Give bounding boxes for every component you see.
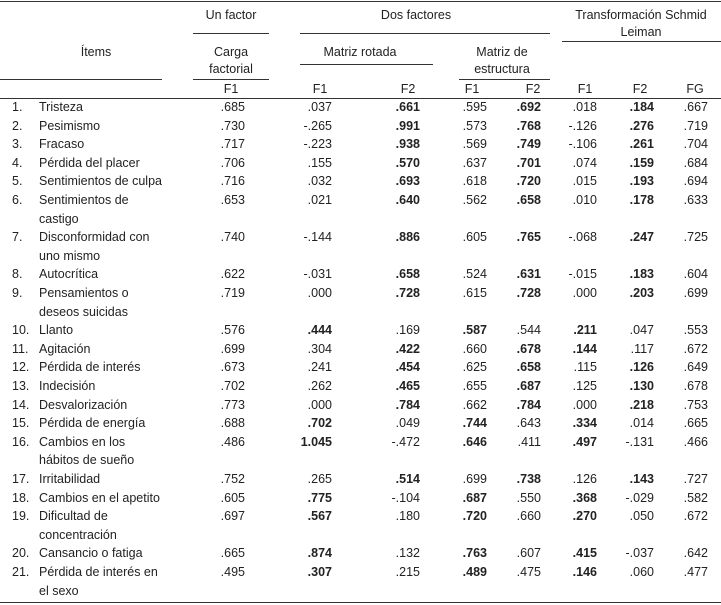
col-header: F1 bbox=[223, 82, 239, 96]
loading-value: .775 bbox=[307, 490, 332, 505]
loading-value: .454 bbox=[395, 360, 420, 375]
loading-value: .215 bbox=[395, 565, 420, 579]
loading-value: .241 bbox=[307, 360, 332, 375]
loading-value: .773 bbox=[220, 397, 245, 412]
item-label: hábitos de sueño bbox=[39, 453, 135, 468]
loading-value: .615 bbox=[462, 286, 487, 300]
loading-value: .625 bbox=[462, 360, 487, 375]
loading-value: .159 bbox=[629, 155, 654, 170]
loading-value: .183 bbox=[629, 267, 654, 282]
col-header: F2 bbox=[525, 82, 541, 96]
header-carga-line2: factorial bbox=[209, 62, 253, 76]
loading-value: .126 bbox=[572, 472, 597, 486]
loading-value: .701 bbox=[516, 155, 541, 170]
item-label: Sentimientos de culpa bbox=[39, 174, 162, 189]
loading-value: .605 bbox=[220, 490, 245, 505]
loading-value: .465 bbox=[395, 379, 420, 393]
loading-value: .567 bbox=[307, 509, 332, 524]
loading-value: .570 bbox=[395, 155, 420, 170]
loading-value: .678 bbox=[516, 341, 541, 356]
loading-value: .573 bbox=[462, 118, 487, 133]
row-number: 20. bbox=[12, 546, 30, 561]
loading-value: .784 bbox=[395, 397, 420, 412]
loading-value: .050 bbox=[629, 509, 654, 524]
loading-value: .768 bbox=[516, 118, 541, 133]
loading-value: .037 bbox=[307, 100, 332, 114]
loading-value: -.029 bbox=[625, 490, 654, 505]
row-number: 19. bbox=[12, 509, 30, 524]
row-number: 15. bbox=[12, 416, 30, 431]
loading-value: .688 bbox=[220, 416, 245, 431]
item-label: Tristeza bbox=[39, 100, 83, 114]
header-carga-line1: Carga bbox=[213, 45, 249, 59]
rule-estructura bbox=[459, 79, 550, 80]
row-number: 17. bbox=[12, 472, 30, 486]
loading-value: .047 bbox=[629, 323, 654, 338]
row-number: 4. bbox=[12, 155, 23, 170]
loading-value: .261 bbox=[629, 137, 654, 152]
loading-value: .169 bbox=[395, 323, 420, 338]
loading-value: .684 bbox=[683, 155, 708, 170]
loading-value: .444 bbox=[307, 323, 332, 338]
row-number: 13. bbox=[12, 379, 30, 393]
row-number: 21. bbox=[12, 565, 30, 579]
loading-value: .276 bbox=[629, 118, 654, 133]
loading-value: .587 bbox=[462, 323, 487, 338]
row-number: 8. bbox=[12, 267, 23, 282]
loading-value: .673 bbox=[220, 360, 245, 375]
loading-value: .699 bbox=[683, 286, 708, 300]
loading-value: .125 bbox=[572, 379, 597, 393]
loading-value: .692 bbox=[516, 100, 541, 114]
row-number: 1. bbox=[12, 100, 23, 114]
rule-items bbox=[0, 79, 162, 80]
item-label: Disconformidad con bbox=[39, 230, 150, 245]
loading-value: .938 bbox=[395, 137, 420, 152]
loading-value: .728 bbox=[395, 286, 420, 300]
loading-value: .146 bbox=[572, 565, 597, 579]
loading-value: .304 bbox=[307, 341, 332, 356]
loading-value: .115 bbox=[573, 360, 597, 375]
loading-value: .130 bbox=[629, 379, 654, 393]
loading-value: .874 bbox=[307, 546, 332, 561]
row-number: 10. bbox=[12, 323, 30, 338]
loading-value: .702 bbox=[307, 416, 332, 431]
col-header: F1 bbox=[577, 82, 593, 96]
loading-value: .991 bbox=[395, 118, 420, 133]
loading-value: -.265 bbox=[303, 118, 332, 133]
loading-value: .000 bbox=[307, 397, 332, 412]
loading-value: .411 bbox=[517, 434, 541, 449]
loading-value: .211 bbox=[573, 323, 597, 338]
loading-value: .740 bbox=[220, 230, 245, 245]
row-number: 3. bbox=[12, 137, 23, 152]
row-number: 14. bbox=[12, 397, 30, 412]
rule-rotada bbox=[300, 64, 433, 65]
loading-value: .015 bbox=[572, 174, 597, 189]
item-label: Pesimismo bbox=[39, 118, 101, 133]
loading-value: .643 bbox=[516, 416, 541, 431]
loading-value: .018 bbox=[572, 100, 597, 114]
loading-value: .727 bbox=[683, 472, 708, 486]
col-header: F1 bbox=[312, 82, 328, 96]
loading-value: -.015 bbox=[568, 267, 597, 282]
loading-value: .738 bbox=[516, 472, 541, 486]
loading-value: .117 bbox=[630, 341, 654, 356]
loading-value: .678 bbox=[683, 379, 708, 393]
loading-value: .640 bbox=[395, 193, 420, 207]
loading-value: .144 bbox=[572, 341, 597, 356]
loading-value: .466 bbox=[683, 434, 708, 449]
loading-value: .719 bbox=[683, 118, 708, 133]
loading-value: .765 bbox=[516, 230, 541, 245]
loading-value: .495 bbox=[220, 565, 245, 579]
row-number: 7. bbox=[12, 230, 23, 245]
loading-value: .497 bbox=[572, 434, 597, 449]
item-label: Cambios en el apetito bbox=[39, 490, 160, 505]
item-label: Pensamientos o bbox=[39, 286, 129, 300]
loading-value: .753 bbox=[683, 397, 708, 412]
item-label: Dificultad de bbox=[39, 509, 108, 524]
loading-value: .687 bbox=[462, 490, 487, 505]
top-rule bbox=[0, 1, 721, 2]
rule-un-factor bbox=[193, 33, 269, 34]
item-label: Cambios en los bbox=[39, 434, 126, 449]
loading-value: -.037 bbox=[625, 546, 654, 561]
row-number: 12. bbox=[12, 360, 30, 375]
loading-value: .074 bbox=[572, 155, 597, 170]
loading-value: .060 bbox=[629, 565, 654, 579]
loading-value: .763 bbox=[462, 546, 487, 561]
loading-value: .155 bbox=[307, 155, 332, 170]
loading-value: .658 bbox=[516, 193, 541, 207]
loading-value: .553 bbox=[683, 323, 708, 338]
loading-value: .595 bbox=[462, 100, 487, 114]
row-number: 16. bbox=[12, 434, 30, 449]
loading-value: .000 bbox=[307, 286, 332, 300]
loading-value: .655 bbox=[462, 379, 487, 393]
loading-value: .368 bbox=[572, 490, 597, 505]
rule-transformacion bbox=[562, 41, 721, 42]
loading-value: .658 bbox=[516, 360, 541, 375]
loading-value: .649 bbox=[683, 360, 708, 375]
col-header: F2 bbox=[400, 82, 416, 96]
loading-value: .203 bbox=[629, 286, 654, 300]
loading-value: .702 bbox=[220, 379, 245, 393]
loading-value: .032 bbox=[307, 174, 332, 189]
loading-value: .672 bbox=[683, 509, 708, 524]
loading-value: .193 bbox=[629, 174, 654, 189]
item-label: Pérdida de energía bbox=[39, 416, 146, 431]
loading-value: .270 bbox=[572, 509, 597, 524]
row-number: 6. bbox=[12, 193, 23, 207]
loading-value: .422 bbox=[395, 341, 420, 356]
loading-value: .604 bbox=[683, 267, 708, 282]
loading-value: .178 bbox=[629, 193, 654, 207]
loading-value: .687 bbox=[516, 379, 541, 393]
loading-value: .662 bbox=[462, 397, 487, 412]
loading-value: .716 bbox=[220, 174, 245, 189]
loading-value: .720 bbox=[462, 509, 487, 524]
loading-value: .334 bbox=[572, 416, 597, 431]
loading-value: .132 bbox=[395, 546, 420, 561]
loading-value: -.126 bbox=[568, 118, 597, 133]
loading-value: .000 bbox=[572, 397, 597, 412]
loading-value: .706 bbox=[220, 155, 245, 170]
loading-value: .010 bbox=[572, 193, 597, 207]
item-label: Pérdida del placer bbox=[39, 155, 140, 170]
loading-value: .607 bbox=[516, 546, 541, 561]
loading-value: .562 bbox=[462, 193, 487, 207]
item-label: Llanto bbox=[39, 323, 74, 338]
loading-value: .489 bbox=[462, 565, 487, 579]
loading-value: .247 bbox=[629, 230, 654, 245]
loading-value: .646 bbox=[462, 434, 487, 449]
loading-value: -.131 bbox=[625, 434, 654, 449]
item-label: castigo bbox=[39, 211, 79, 226]
loading-value: .477 bbox=[683, 565, 708, 579]
loading-value: .728 bbox=[516, 286, 541, 300]
item-label: Pérdida de interés en bbox=[39, 565, 158, 579]
header-matriz-rotada: Matriz rotada bbox=[323, 45, 397, 59]
loading-value: .661 bbox=[395, 100, 420, 114]
loading-value: .693 bbox=[395, 174, 420, 189]
row-number: 11. bbox=[12, 341, 29, 356]
item-label: Agitación bbox=[39, 341, 91, 356]
loading-value: .218 bbox=[629, 397, 654, 412]
item-label: Indecisión bbox=[39, 379, 96, 393]
loading-value: .752 bbox=[220, 472, 245, 486]
loading-value: .524 bbox=[462, 267, 487, 282]
loading-value: .699 bbox=[462, 472, 487, 486]
loading-value: .704 bbox=[683, 137, 708, 152]
loading-value: .415 bbox=[572, 546, 597, 561]
loading-value: .694 bbox=[683, 174, 708, 189]
item-label: Sentimientos de bbox=[39, 193, 129, 207]
loading-value: .180 bbox=[395, 509, 420, 524]
row-number: 9. bbox=[12, 286, 23, 300]
loading-value: .143 bbox=[629, 472, 654, 486]
item-label: Autocrítica bbox=[39, 267, 99, 282]
header-transformacion-line2: Leiman bbox=[620, 25, 662, 39]
header-transformacion-line1: Transformación Schmid bbox=[575, 8, 707, 22]
loading-value: -.106 bbox=[568, 137, 597, 152]
loading-value: .730 bbox=[220, 118, 245, 133]
item-label: Fracaso bbox=[39, 137, 85, 152]
loading-value: .605 bbox=[462, 230, 487, 245]
loading-value: .685 bbox=[220, 100, 245, 114]
loading-value: .475 bbox=[516, 565, 541, 579]
loading-value: .014 bbox=[629, 416, 654, 431]
col-header: FG bbox=[686, 82, 704, 96]
col-header: F1 bbox=[464, 82, 480, 96]
header-dos-factores: Dos factores bbox=[380, 8, 452, 22]
loading-value: .658 bbox=[395, 267, 420, 282]
loading-value: .749 bbox=[516, 137, 541, 152]
loading-value: .699 bbox=[220, 341, 245, 356]
bottom-rule bbox=[0, 602, 721, 603]
loading-value: .720 bbox=[516, 174, 541, 189]
header-estructura-line1: Matriz de bbox=[476, 45, 528, 59]
loading-value: .184 bbox=[629, 100, 654, 114]
loading-value: .719 bbox=[220, 286, 245, 300]
row-number: 5. bbox=[12, 174, 23, 189]
loading-value: .582 bbox=[683, 490, 708, 505]
loading-value: .307 bbox=[307, 565, 332, 579]
loading-value: .622 bbox=[220, 267, 245, 282]
loading-value: -.472 bbox=[391, 434, 420, 449]
loading-value: .637 bbox=[462, 155, 487, 170]
header-estructura-line2: estructura bbox=[474, 62, 530, 76]
loading-value: .725 bbox=[683, 230, 708, 245]
loading-value: .744 bbox=[462, 416, 487, 431]
row-number: 2. bbox=[12, 118, 23, 133]
loading-value: .631 bbox=[516, 267, 541, 282]
item-label: concentración bbox=[39, 527, 117, 542]
loading-value: .000 bbox=[572, 286, 597, 300]
loading-value: .262 bbox=[307, 379, 332, 393]
loading-value: .642 bbox=[683, 546, 708, 561]
loading-value: .667 bbox=[683, 100, 708, 114]
loading-value: .660 bbox=[462, 341, 487, 356]
loading-value: -.223 bbox=[303, 137, 332, 152]
rule-carga bbox=[193, 79, 269, 80]
row-number: 18. bbox=[12, 490, 30, 505]
loading-value: .665 bbox=[220, 546, 245, 561]
loading-value: .672 bbox=[683, 341, 708, 356]
item-label: uno mismo bbox=[39, 248, 101, 263]
item-label: el sexo bbox=[39, 583, 79, 598]
item-label: Pérdida de interés bbox=[39, 360, 141, 375]
loading-value: .784 bbox=[516, 397, 541, 412]
loading-value: .265 bbox=[307, 472, 332, 486]
item-label: Irritabilidad bbox=[39, 472, 101, 486]
loading-value: .550 bbox=[516, 490, 541, 505]
header-items: Ítems bbox=[80, 45, 112, 59]
item-label: deseos suicidas bbox=[39, 304, 128, 319]
loading-value: -.068 bbox=[568, 230, 597, 245]
rule-dos-factores bbox=[300, 33, 550, 34]
loading-value: .886 bbox=[395, 230, 420, 245]
loading-value: .544 bbox=[516, 323, 541, 338]
loading-value: .660 bbox=[516, 509, 541, 524]
rule-columns bbox=[0, 98, 721, 99]
loading-value: .049 bbox=[395, 416, 420, 431]
loading-value: .618 bbox=[462, 174, 487, 189]
loading-value: .717 bbox=[220, 137, 245, 152]
loading-value: .653 bbox=[220, 193, 245, 207]
loading-value: .576 bbox=[220, 323, 245, 338]
item-label: Cansancio o fatiga bbox=[39, 546, 143, 561]
loading-value: 1.045 bbox=[300, 434, 332, 449]
loading-value: .126 bbox=[629, 360, 654, 375]
item-label: Desvalorización bbox=[39, 397, 128, 412]
header-un-factor: Un factor bbox=[205, 8, 257, 22]
loading-value: -.144 bbox=[303, 230, 332, 245]
loading-value: .633 bbox=[683, 193, 708, 207]
loading-value: .697 bbox=[220, 509, 245, 524]
loading-value: .569 bbox=[462, 137, 487, 152]
loading-value: -.104 bbox=[391, 490, 420, 505]
loading-value: .665 bbox=[683, 416, 708, 431]
loading-value: -.031 bbox=[303, 267, 332, 282]
loading-value: .486 bbox=[220, 434, 245, 449]
loading-value: .514 bbox=[395, 472, 420, 486]
loading-value: .021 bbox=[307, 193, 332, 207]
col-header: F2 bbox=[632, 82, 648, 96]
